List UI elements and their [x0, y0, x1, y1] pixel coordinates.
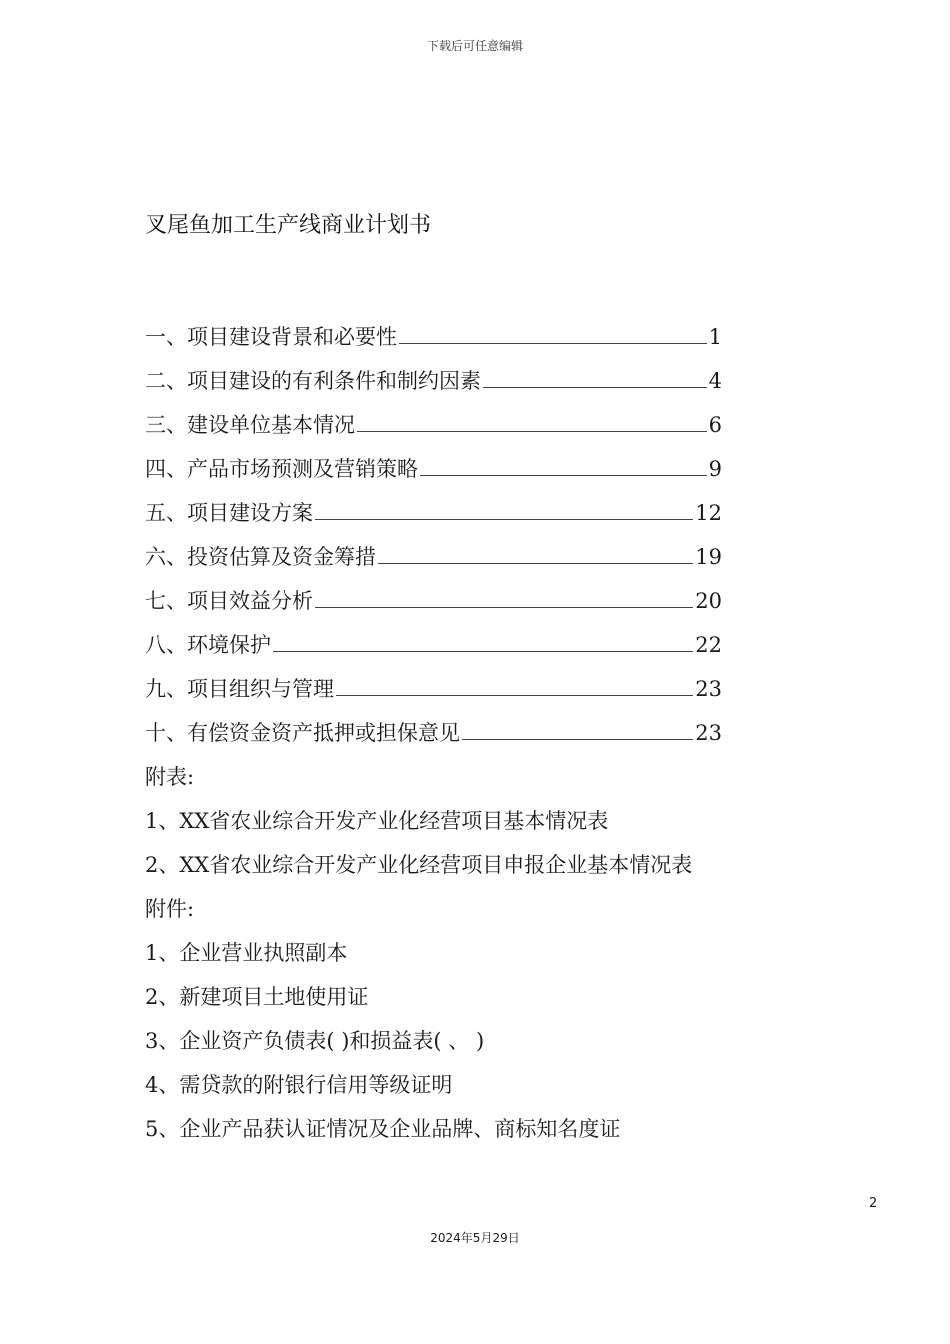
toc-entry[interactable] — [145, 704, 722, 748]
toc-entry-page: 20 — [695, 589, 722, 613]
toc-leader-line — [357, 431, 707, 432]
attachments-section — [145, 880, 845, 1144]
toc-leader-line — [378, 563, 693, 564]
toc-entry[interactable] — [145, 440, 722, 484]
toc-entry-page: 19 — [695, 545, 722, 569]
toc-entry-page: 1 — [708, 325, 722, 349]
attachment-item: 1、企业营业执照副本 — [145, 941, 348, 965]
toc-entry-label: 三、建设单位基本情况 — [145, 413, 355, 437]
toc-entry-page: 23 — [695, 677, 722, 701]
toc-entry-page: 4 — [708, 369, 722, 393]
toc-entry[interactable] — [145, 660, 722, 704]
toc-leader-line — [462, 739, 693, 740]
attachment-item: 4、需贷款的附银行信用等级证明 — [145, 1073, 453, 1097]
toc-entry[interactable] — [145, 308, 722, 352]
appendix-table-item: 2、XX省农业综合开发产业化经营项目申报企业基本情况表 — [145, 853, 693, 877]
toc-entry-label: 五、项目建设方案 — [145, 501, 313, 525]
toc-leader-line — [420, 475, 707, 476]
toc-entry[interactable] — [145, 396, 722, 440]
toc-entry-label: 二、项目建设的有利条件和制约因素 — [145, 369, 481, 393]
appendix-table-item: 1、XX省农业综合开发产业化经营项目基本情况表 — [145, 809, 609, 833]
attachments-heading: 附件: — [145, 897, 195, 921]
toc-entry[interactable] — [145, 572, 722, 616]
toc-entry-page: 9 — [708, 457, 722, 481]
toc-entry[interactable] — [145, 484, 722, 528]
toc-leader-line — [399, 343, 707, 344]
appendix-tables-section — [145, 748, 845, 880]
toc-leader-line — [483, 387, 707, 388]
page-footer-date: 2024年5月29日 — [430, 1231, 520, 1245]
toc-leader-line — [315, 519, 693, 520]
page-number: 2 — [869, 1196, 878, 1211]
document-title: 叉尾鱼加工生产线商业计划书 — [145, 213, 432, 238]
toc-leader-line — [336, 695, 693, 696]
page-header: 下载后可任意编辑 — [426, 39, 523, 53]
toc-entry[interactable] — [145, 528, 722, 572]
toc-entry-label: 八、环境保护 — [145, 633, 271, 657]
toc-entry-page: 6 — [708, 413, 722, 437]
table-of-contents — [145, 308, 722, 748]
toc-entry-label: 十、有偿资金资产抵押或担保意见 — [145, 721, 460, 745]
toc-entry-label: 七、项目效益分析 — [145, 589, 313, 613]
attachment-item: 3、企业资产负债表( )和损益表( 、 ) — [145, 1029, 485, 1053]
toc-leader-line — [273, 651, 693, 652]
toc-entry-page: 12 — [695, 501, 722, 525]
attachment-item: 5、企业产品获认证情况及企业品牌、商标知名度证 — [145, 1117, 621, 1141]
toc-entry-page: 23 — [695, 721, 722, 745]
toc-entry-label: 九、项目组织与管理 — [145, 677, 334, 701]
toc-entry-label: 一、项目建设背景和必要性 — [145, 325, 397, 349]
toc-entry-label: 六、投资估算及资金筹措 — [145, 545, 376, 569]
toc-leader-line — [315, 607, 693, 608]
toc-entry-page: 22 — [695, 633, 722, 657]
appendix-tables-heading: 附表: — [145, 765, 195, 789]
toc-entry[interactable] — [145, 352, 722, 396]
attachment-item: 2、新建项目土地使用证 — [145, 985, 369, 1009]
toc-entry-label: 四、产品市场预测及营销策略 — [145, 457, 418, 481]
toc-entry[interactable] — [145, 616, 722, 660]
